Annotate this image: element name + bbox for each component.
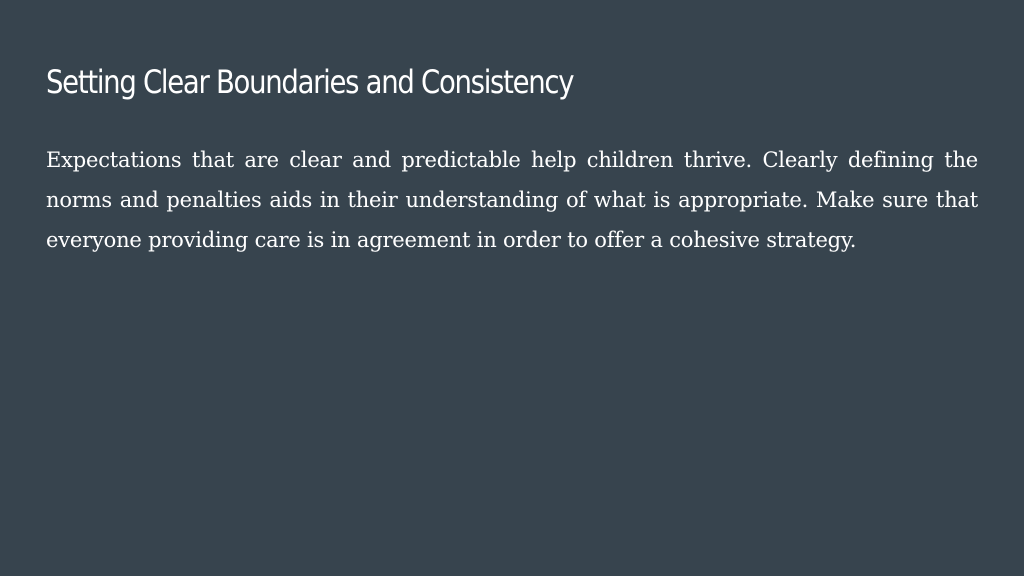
slide-title: Setting Clear Boundaries and Consistency — [46, 63, 574, 101]
slide-body-text: Expectations that are clear and predictable help children thrive. Clearly defining the norms and penalties aids in their understanding of what is appropriate. Make sure that everyone providing care is in agreement in order to offer a cohesive strategy. — [46, 148, 978, 252]
